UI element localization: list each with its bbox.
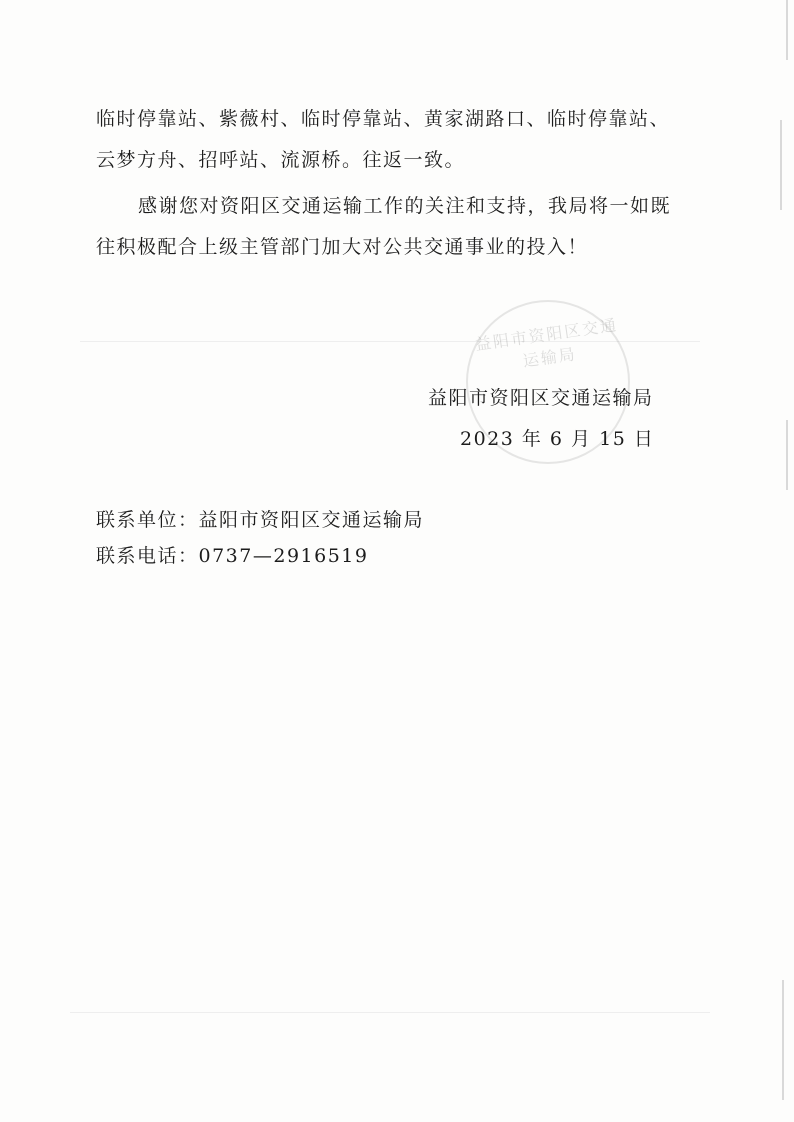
signature-organization: 益阳市资阳区交通运输局 <box>428 387 654 409</box>
scan-edge-mark <box>786 0 788 60</box>
seal-lettering: 益阳市资阳区交通运输局 <box>473 315 620 371</box>
scan-edge-mark <box>780 120 782 210</box>
scan-edge-mark <box>782 980 784 1100</box>
signature-date: 2023 年 6 月 15 日 <box>460 428 655 450</box>
body-text-line: 感谢您对资阳区交通运输工作的关注和支持，我局将一如既 <box>138 195 672 217</box>
contact-unit: 联系单位：益阳市资阳区交通运输局 <box>96 509 425 531</box>
body-text-line: 往积极配合上级主管部门加大对公共交通事业的投入！ <box>96 236 589 258</box>
bleed-through-line <box>70 1012 710 1013</box>
body-text-line: 临时停靠站、紫薇村、临时停靠站、黄家湖路口、临时停靠站、 <box>96 108 671 130</box>
contact-phone: 联系电话：0737—2916519 <box>96 545 369 567</box>
scan-edge-mark <box>786 420 788 490</box>
body-text-line: 云梦方舟、招呼站、流源桥。往返一致。 <box>96 149 466 171</box>
